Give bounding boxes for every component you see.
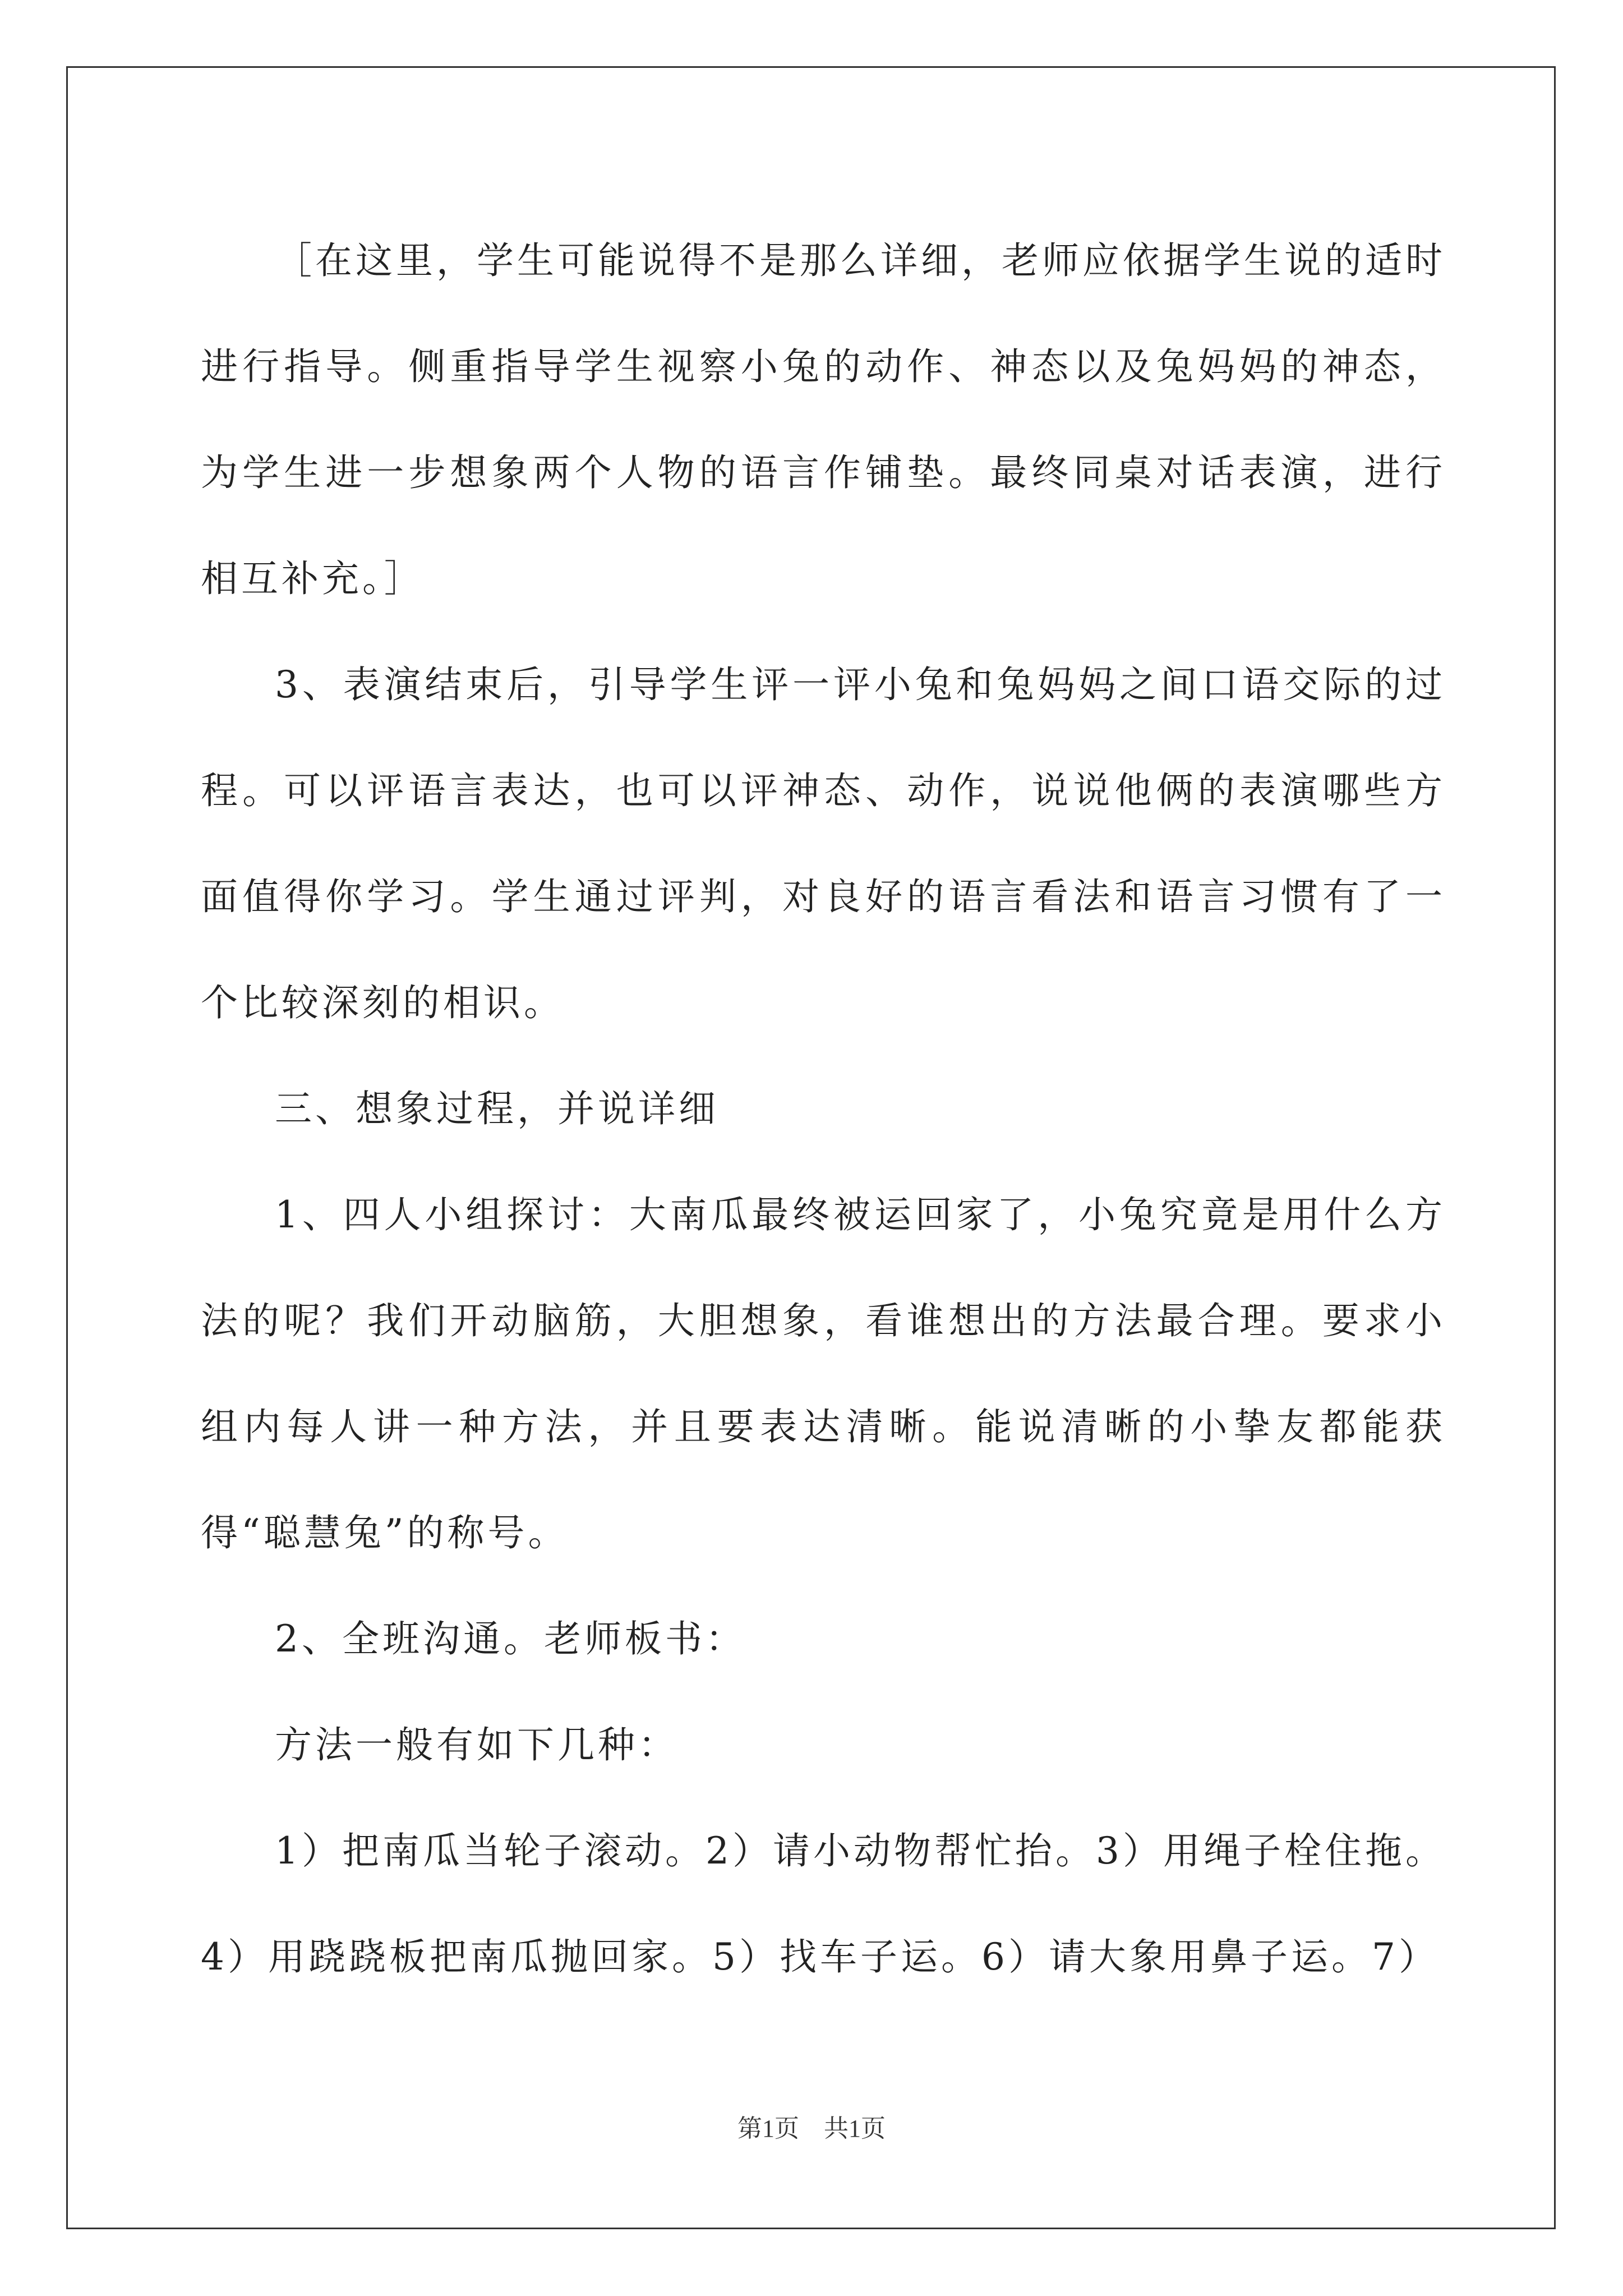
section-heading: 三、想象过程，并说详细: [275, 1087, 719, 1130]
document-body: [201, 208, 1446, 2010]
paragraph: 方法一般有如下几种：: [275, 1723, 679, 1766]
page-number-total: 共1页: [824, 2115, 886, 2142]
paragraph: 1）把南瓜当轮子滚动。2）请小动物帮忙抬。3）用绳子栓住拖。4）用跷跷板把南瓜抛回家。5）找车子运。6）请大象用鼻子运。7）: [201, 1829, 1446, 1978]
paragraph: 2、全班沟通。老师板书：: [275, 1617, 746, 1660]
page-number-current: 第1页: [737, 2115, 799, 2142]
paragraph: ［在这里，学生可能说得不是那么详细，老师应依据学生说的适时进行指导。侧重指导学生视察小兔的动作、神态以及兔妈妈的神态，为学生进一步想象两个人物的语言作铺垫。最终同桌对话表演，进行相互补充。］: [201, 239, 1446, 600]
paragraph: 1、四人小组探讨：大南瓜最终被运回家了，小兔究竟是用什么方法的呢？我们开动脑筋，大胆想象，看谁想出的方法最合理。要求小组内每人讲一种方法，并且要表达清晰。能说清晰的小挚友都能获得“聪慧兔”的称号。: [201, 1193, 1446, 1554]
paragraph: 3、表演结束后，引导学生评一评小兔和兔妈妈之间口语交际的过程。可以评语言表达，也可以评神态、动作，说说他俩的表演哪些方面值得你学习。学生通过评判，对良好的语言看法和语言习惯有了一个比较深刻的相识。: [201, 663, 1446, 1024]
page-footer: [0, 2108, 1623, 2144]
